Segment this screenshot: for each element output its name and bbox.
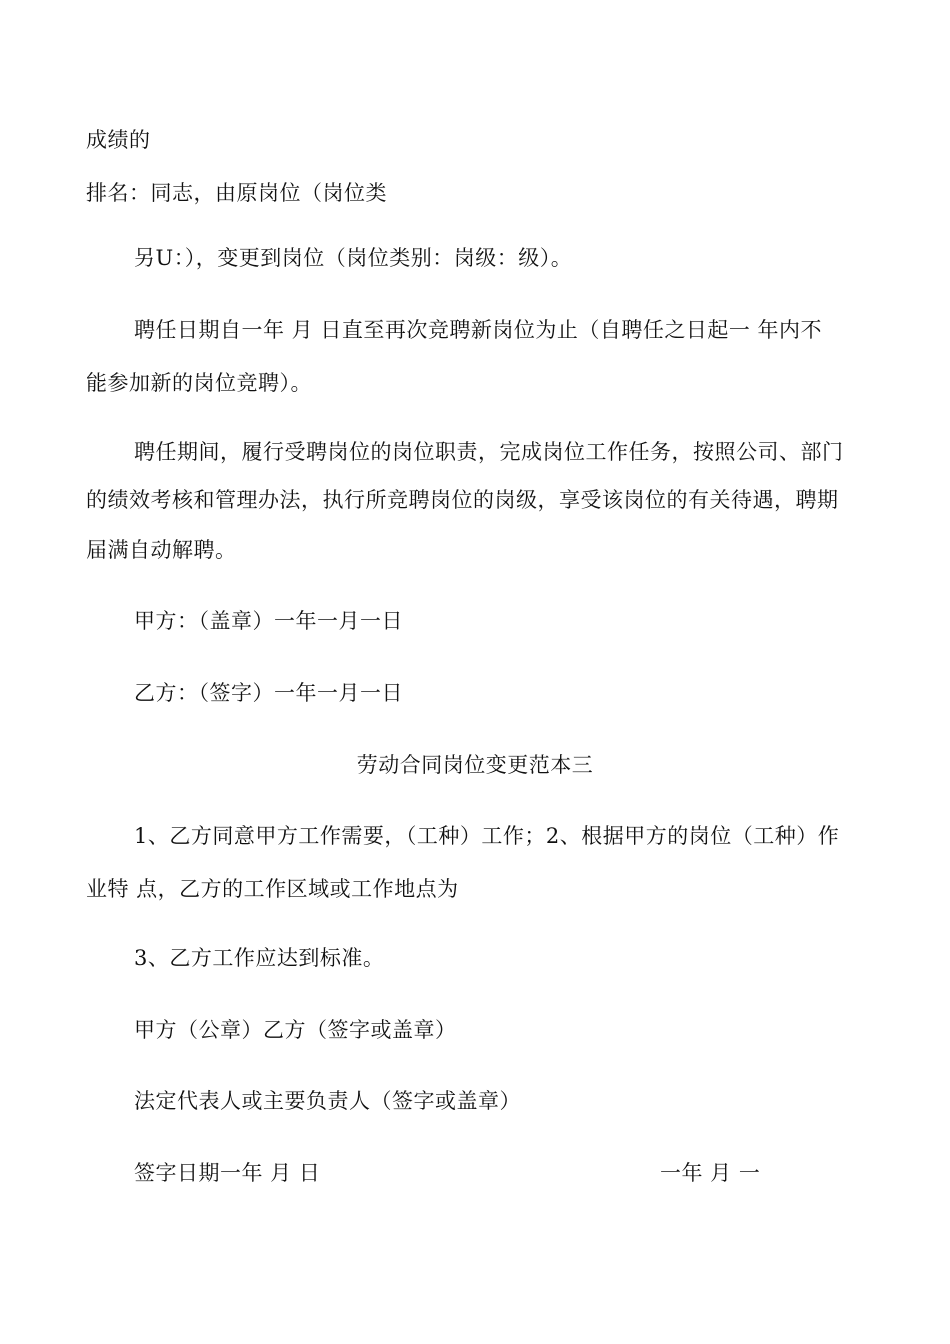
party-a-signature-line: 甲方：（盖章）一年一月一日	[134, 609, 403, 633]
party-b-signature-line: 乙方：（签字）一年一月一日	[134, 681, 403, 705]
paragraph-line: 聘任日期自一年 月 日直至再次竞聘新岗位为止（自聘任之日起一 年内不	[134, 318, 823, 342]
text-line: 排名：同志，由原岗位（岗位类	[86, 181, 387, 205]
paragraph-line: 届满自动解聘。	[86, 538, 237, 562]
text-line: 另U：），变更到岗位（岗位类别：岗级：级）。	[134, 246, 573, 270]
paragraph-line: 聘任期间，履行受聘岗位的岗位职责，完成岗位工作任务，按照公司、部门	[134, 440, 844, 464]
section-heading: 劳动合同岗位变更范本三	[356, 753, 594, 777]
representative-line: 法定代表人或主要负责人（签字或盖章）	[134, 1089, 521, 1113]
clause-line: 业特 点，乙方的工作区域或工作地点为	[86, 877, 459, 901]
clause-line: 3、乙方工作应达到标准。	[134, 946, 385, 970]
paragraph-line: 的绩效考核和管理办法，执行所竞聘岗位的岗级，享受该岗位的有关待遇，聘期	[86, 488, 839, 512]
second-date-line: 一年 月 一	[660, 1161, 761, 1185]
text-line: 成绩的	[86, 128, 151, 152]
parties-seal-line: 甲方（公章）乙方（签字或盖章）	[134, 1018, 457, 1042]
paragraph-line: 能参加新的岗位竞聘）。	[86, 371, 312, 395]
sign-date-line: 签字日期一年 月 日	[134, 1161, 321, 1185]
clause-line: 1、乙方同意甲方工作需要，（工种）工作；2、根据甲方的岗位（工种）作	[134, 824, 840, 848]
